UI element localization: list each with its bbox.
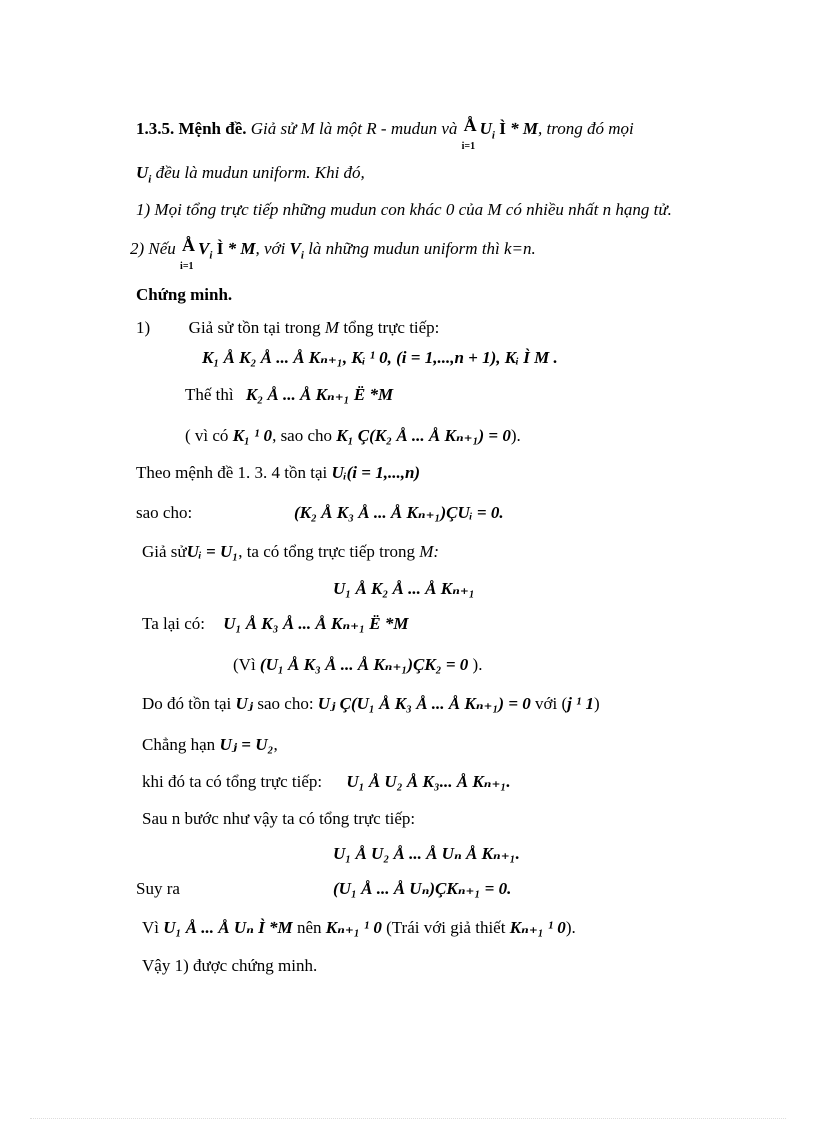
page-divider (30, 1118, 786, 1119)
equation-final-sum: U₁ Å U₂ Å ... Å Uₙ Å Kₙ₊₁. (333, 844, 520, 863)
sao-cho-line: sao cho: (K₂ Å K₃ Å ... Å Kₙ₊₁)ÇUᵢ = 0. (136, 503, 504, 522)
step-1: 1) Giả sử tồn tại trong M tổng trực tiếp: (136, 318, 440, 337)
claim-1: 1) Mọi tổng trực tiếp những mudun con khác 0 của M có nhiều nhất n hạng tử. (136, 200, 672, 219)
proposition-heading: 1.3.5. Mệnh đề. Giả sử M là một R - mudun và Å i=1 $U_i$ Ì * M, trong đó mọi (136, 115, 634, 152)
proof-title: Chứng minh. (136, 285, 233, 304)
theo-line: Theo mệnh đề 1. 3. 4 tồn tại Uᵢ(i = 1,...,n) (136, 463, 421, 482)
claim-2: 2) Nếu Å i=1 $V_i$ Ì * M, với $V_i$ là những mudun uniform thì k=n. (130, 235, 536, 272)
gia-su-line: Giả sửUᵢ = U₁, ta có tổng trực tiếp trong M: (142, 542, 440, 561)
khi-do-line: khi đó ta có tổng trực tiếp: U₁ Å U₂ Å K₃... Å Kₙ₊₁. (142, 772, 511, 791)
vi-line-3: Vì U₁ Å ... Å Uₙ Ì *M nên Kₙ₊₁ ¹ 0 (Trái với giả thiết Kₙ₊₁ ¹ 0). (142, 918, 576, 937)
proposition-line-2: $U_i$ đều là mudun uniform. Khi đó, (136, 163, 365, 186)
sum-expression: U (479, 119, 492, 138)
proposition-intro: Giả sử M là một R - mudun và (250, 119, 458, 138)
the-thi-line: Thế thì K₂ Å ... Å Kₙ₊₁ Ë *M (185, 385, 394, 404)
uniform-statement: đều là mudun uniform. Khi đó, (155, 163, 365, 182)
ta-lai-line: Ta lại có: U₁ Å K₃ Å ... Å Kₙ₊₁ Ë *M (142, 614, 409, 633)
chang-han-line: Chẳng hạn Uⱼ = U₂, (142, 735, 278, 754)
essential-relation: Ì (499, 119, 506, 138)
proposition-number: 1.3.5. Mệnh đề. (136, 119, 247, 138)
proposition-tail: , trong đó mọi (537, 119, 634, 138)
sau-n-line: Sau n bước như vậy ta có tổng trực tiếp: (142, 809, 416, 828)
equation-direct-sum-K: K₁ Å K₂ Å ... Å Kₙ₊₁, Kᵢ ¹ 0, (i = 1,...,n + 1), Kᵢ Ì M . (202, 348, 558, 367)
direct-sum-symbol: Å i=1 (461, 115, 477, 152)
do-do-line: Do đó tồn tại Uⱼ sao cho: Uⱼ Ç(U₁ Å K₃ Å ... Å Kₙ₊₁) = 0 với (j ¹ 1) (142, 694, 600, 713)
conclusion: Vậy 1) được chứng minh. (142, 956, 318, 975)
vi-co-line: ( vì có K₁ ¹ 0, sao cho K₁ Ç(K₂ Å ... Å Kₙ₊₁) = 0). (185, 426, 521, 445)
vi-line-2: (Vì (U₁ Å K₃ Å ... Å Kₙ₊₁)ÇK₂ = 0 ). (233, 655, 483, 674)
suy-ra-line: Suy ra (U₁ Å ... Å Uₙ)ÇKₙ₊₁ = 0. (136, 879, 512, 898)
direct-sum-symbol: Å i=1 (180, 235, 196, 272)
the-thi-expression: K₂ Å ... Å Kₙ₊₁ Ë *M (245, 385, 394, 404)
module-M: * M (510, 119, 538, 138)
equation-U1-K: U₁ Å K₂ Å ... Å Kₙ₊₁ (333, 579, 475, 598)
